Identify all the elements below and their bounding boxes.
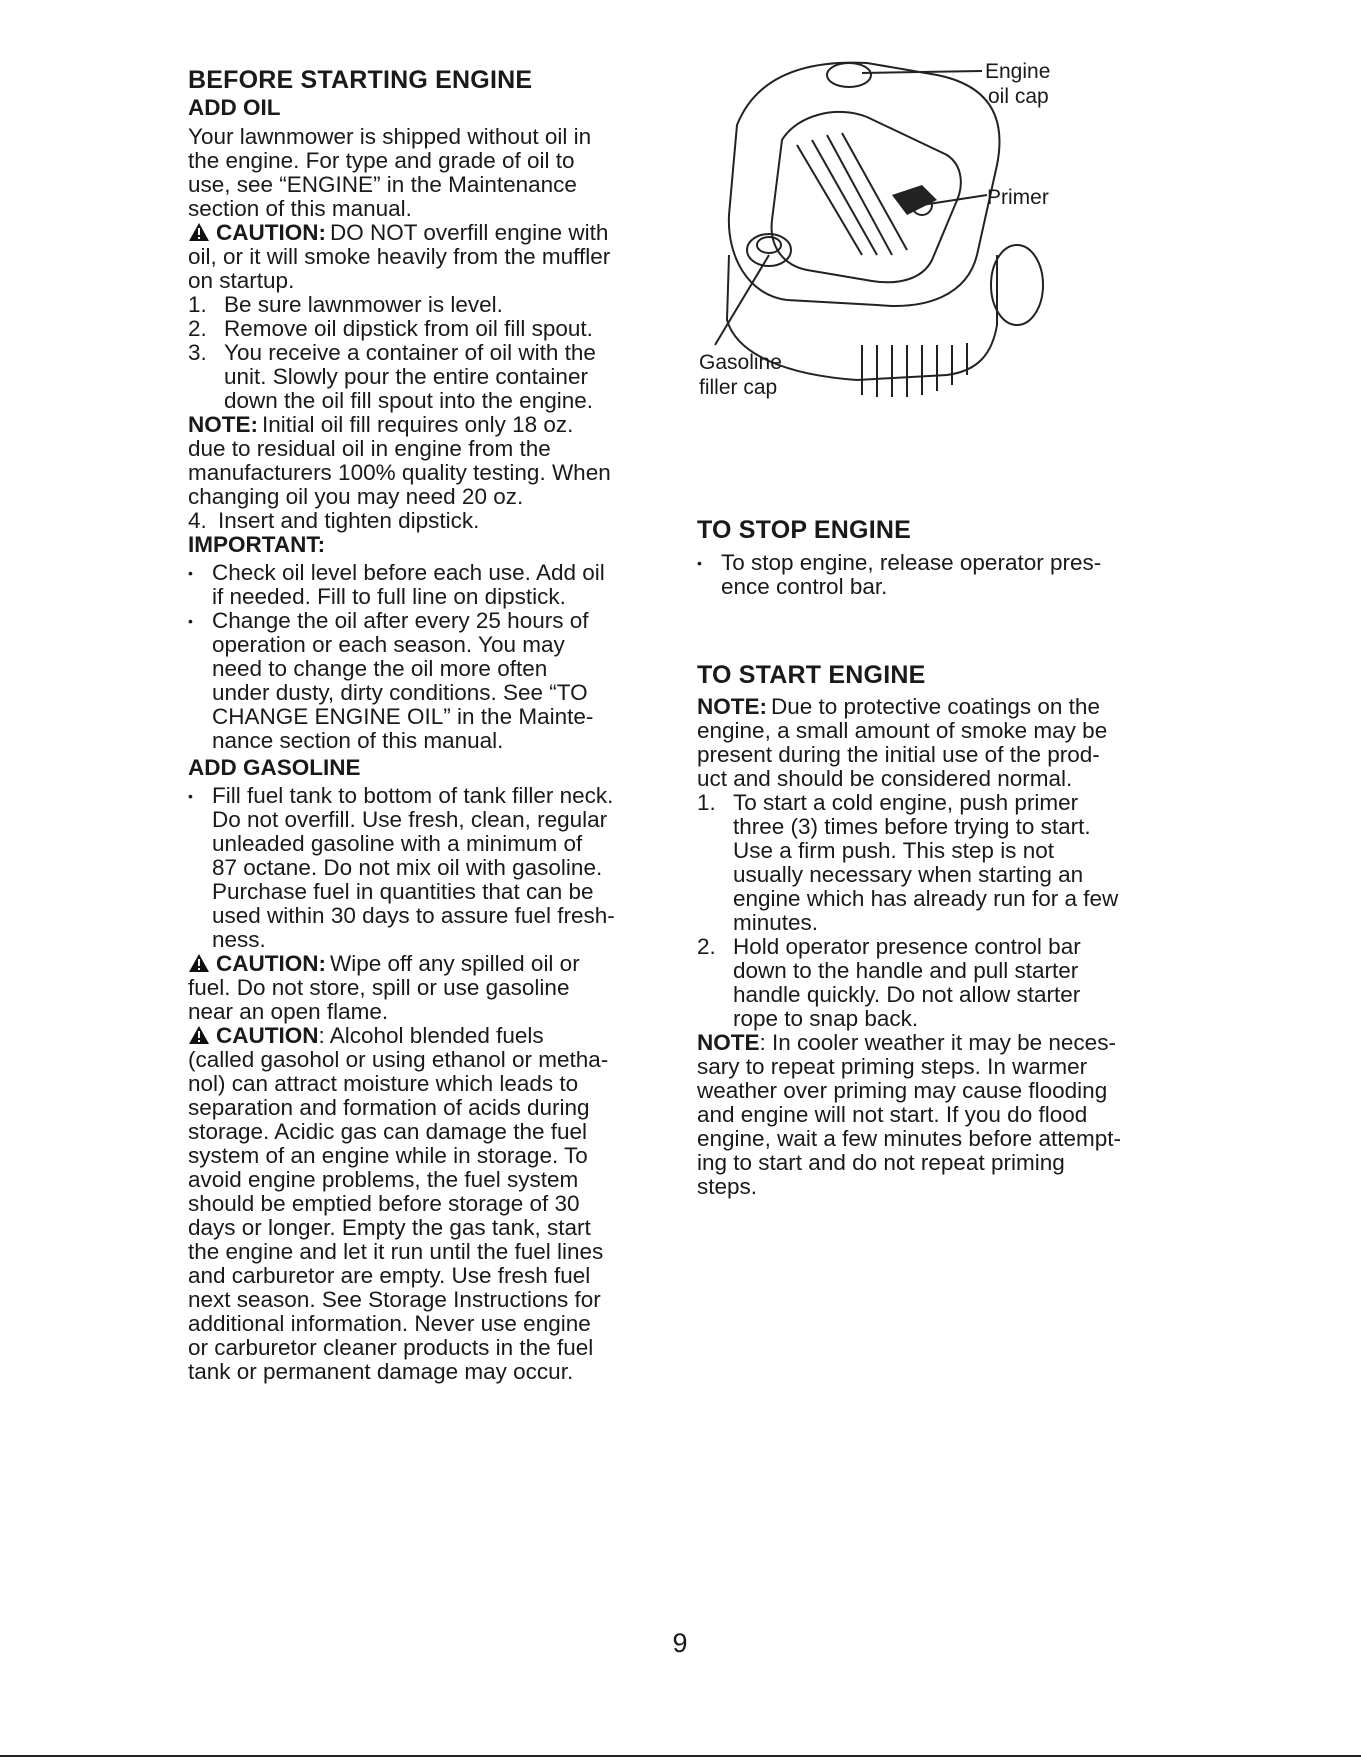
caution-overfill <box>188 220 608 246</box>
note-text-line: engine, wait a few minutes before attempt- <box>697 1126 1121 1151</box>
caution-spill <box>188 951 580 977</box>
caution-label: CAUTION: <box>216 951 326 976</box>
bullet-text-line: Purchase fuel in quantities that can be <box>212 879 594 904</box>
step-text: You receive a container of oil with the <box>224 340 596 365</box>
note-label: NOTE: <box>188 412 258 437</box>
step-number: 4. <box>188 508 207 533</box>
step-text-line: Use a firm push. This step is not <box>733 838 1054 863</box>
step-text-line: rope to snap back. <box>733 1006 919 1031</box>
step-text: Be sure lawnmower is level. <box>224 292 503 317</box>
caution-text-line: tank or permanent damage may occur. <box>188 1359 574 1384</box>
step-number: 2. <box>697 934 716 959</box>
important-label: IMPORTANT: <box>188 532 326 557</box>
add-oil-intro-line: the engine. For type and grade of oil to <box>188 148 575 173</box>
caution-text-line: and carburetor are empty. Use fresh fuel <box>188 1263 591 1288</box>
step-text-line: engine which has already run for a few <box>733 886 1119 911</box>
label-gasoline-filler-cap <box>699 350 782 400</box>
oil-step-4 <box>188 508 479 534</box>
caution-text-line: should be emptied before storage of 30 <box>188 1191 580 1216</box>
add-oil-intro-line: use, see “ENGINE” in the Maintenance <box>188 172 577 197</box>
caution-text-line: additional information. Never use engine <box>188 1311 591 1336</box>
bullet-text-line: used within 30 days to assure fuel fresh- <box>212 903 615 928</box>
caution-label: CAUTION: <box>216 220 326 245</box>
callout-line: Gasoline <box>699 351 782 374</box>
heading-add-oil: ADD OIL <box>188 95 281 120</box>
note-text: Initial oil fill requires only 18 oz. <box>262 412 574 437</box>
heading-to-start-engine: TO START ENGINE <box>697 661 926 689</box>
caution-label: CAUTION <box>216 1023 319 1048</box>
note-text-line: due to residual oil in engine from the <box>188 436 551 461</box>
step-text-line: usually necessary when starting an <box>733 862 1084 887</box>
bullet-text-line: nance section of this manual. <box>212 728 504 753</box>
note-text-line: weather over priming may cause flooding <box>697 1078 1108 1103</box>
engine-drawing <box>697 55 1187 475</box>
bullet-text-line: ness. <box>212 927 266 952</box>
step-text: Remove oil dipstick from oil fill spout. <box>224 316 593 341</box>
callout-line: Engine <box>985 60 1051 83</box>
step-text-line: unit. Slowly pour the entire container <box>224 364 588 389</box>
note-text: : In cooler weather it may be neces- <box>759 1030 1116 1055</box>
step-number: 3. <box>188 340 207 365</box>
note-text-line: engine, a small amount of smoke may be <box>697 718 1108 743</box>
bullet-text-line: operation or each season. You may <box>212 632 565 657</box>
oil-note <box>188 412 573 438</box>
step-text-line: down to the handle and pull starter <box>733 958 1079 983</box>
caution-text-line: the engine and let it run until the fuel lines <box>188 1239 604 1264</box>
label-engine-oil-cap <box>985 59 1050 109</box>
step-text: Hold operator presence control bar <box>733 934 1081 959</box>
bullet-text-line: Do not overfill. Use fresh, clean, regular <box>212 807 608 832</box>
caution-alcohol <box>188 1023 544 1049</box>
note-text-line: manufacturers 100% quality testing. When <box>188 460 611 485</box>
step-number: 1. <box>697 790 716 815</box>
warning-triangle-icon <box>188 222 210 242</box>
oil-step-3 <box>188 340 596 366</box>
caution-text-line: avoid engine problems, the fuel system <box>188 1167 579 1192</box>
note-text: Due to protective coatings on the <box>771 694 1100 719</box>
warning-triangle-icon <box>188 953 210 973</box>
caution-text: DO NOT overfill engine with <box>329 220 609 245</box>
caution-text-line: separation and formation of acids during <box>188 1095 590 1120</box>
page-number: 9 <box>672 1628 688 1658</box>
section-title-before-starting: BEFORE STARTING ENGINE <box>188 66 533 94</box>
note-text-line: present during the initial use of the prod- <box>697 742 1100 767</box>
caution-text-line: system of an engine while in storage. To <box>188 1143 588 1168</box>
heading-add-gasoline: ADD GASOLINE <box>188 755 361 780</box>
start-note <box>697 694 1100 720</box>
engine-illustration <box>697 55 1187 475</box>
caution-text: : Alcohol blended fuels <box>318 1023 544 1048</box>
caution-text-line: oil, or it will smoke heavily from the muffler <box>188 244 611 269</box>
note-text-line: steps. <box>697 1174 758 1199</box>
warning-triangle-icon <box>188 1025 210 1045</box>
note-text-line: and engine will not start. If you do flood <box>697 1102 1088 1127</box>
bullet-text-line: 87 octane. Do not mix oil with gasoline. <box>212 855 603 880</box>
callout-line: filler cap <box>699 376 778 399</box>
caution-text-line: storage. Acidic gas can damage the fuel <box>188 1119 588 1144</box>
step-text: To start a cold engine, push primer <box>733 790 1079 815</box>
heading-to-stop-engine: TO STOP ENGINE <box>697 516 911 544</box>
note-text-line: sary to repeat priming steps. In warmer <box>697 1054 1088 1079</box>
add-oil-intro-line: section of this manual. <box>188 196 412 221</box>
start-note-2 <box>697 1030 1116 1056</box>
bullet-text-line: unleaded gasoline with a minimum of <box>212 831 583 856</box>
important-bullet: • Change the oil after every 25 hours of <box>212 608 588 634</box>
bullet-text-line: CHANGE ENGINE OIL” in the Mainte- <box>212 704 594 729</box>
step-number: 1. <box>188 292 207 317</box>
caution-text-line: on startup. <box>188 268 295 293</box>
caution-text-line: nol) can attract moisture which leads to <box>188 1071 579 1096</box>
important-bullet: • Check oil level before each use. Add oil <box>212 560 605 586</box>
stop-bullet: • To stop engine, release operator pres- <box>721 550 1101 576</box>
caution-text-line: days or longer. Empty the gas tank, start <box>188 1215 591 1240</box>
bullet-text-line: under dusty, dirty conditions. See “TO <box>212 680 588 705</box>
start-step-1 <box>697 790 1078 816</box>
caution-text-line: fuel. Do not store, spill or use gasoline <box>188 975 570 1000</box>
step-text-line: three (3) times before trying to start. <box>733 814 1091 839</box>
bullet-text-line: if needed. Fill to full line on dipstick. <box>212 584 566 609</box>
caution-text-line: next season. See Storage Instructions for <box>188 1287 601 1312</box>
note-text-line: changing oil you may need 20 oz. <box>188 484 524 509</box>
bottom-rule <box>0 1755 1361 1757</box>
note-label: NOTE <box>697 1030 760 1055</box>
oil-step-2 <box>188 316 593 342</box>
bullet-text-line: need to change the oil more often <box>212 656 548 681</box>
step-text-line: down the oil fill spout into the engine. <box>224 388 593 413</box>
step-text-line: handle quickly. Do not allow starter <box>733 982 1081 1007</box>
callout-line: oil cap <box>988 85 1049 108</box>
bullet-text-line: ence control bar. <box>721 574 888 599</box>
oil-step-1 <box>188 292 503 318</box>
step-text: Insert and tighten dipstick. <box>218 508 480 533</box>
start-step-2 <box>697 934 1081 960</box>
add-oil-intro-line: Your lawnmower is shipped without oil in <box>188 124 592 149</box>
note-text-line: uct and should be considered normal. <box>697 766 1073 791</box>
gasoline-bullet: • Fill fuel tank to bottom of tank filler neck. <box>212 783 613 809</box>
caution-text-line: (called gasohol or using ethanol or metha- <box>188 1047 609 1072</box>
caution-text: Wipe off any spilled oil or <box>329 951 580 976</box>
label-primer: Primer <box>987 186 1049 209</box>
step-text-line: minutes. <box>733 910 819 935</box>
note-label: NOTE: <box>697 694 767 719</box>
note-text-line: ing to start and do not repeat priming <box>697 1150 1065 1175</box>
caution-text-line: or carburetor cleaner products in the fuel <box>188 1335 594 1360</box>
caution-text-line: near an open flame. <box>188 999 389 1024</box>
step-number: 2. <box>188 316 207 341</box>
